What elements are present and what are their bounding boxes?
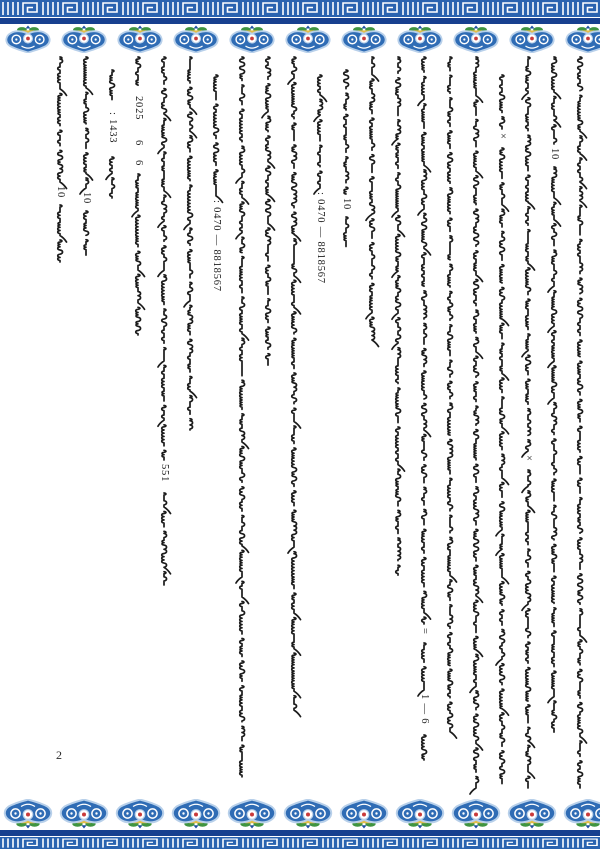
script-column (288, 57, 301, 717)
script-column (184, 57, 197, 430)
cloud-ornament-row-bottom (0, 799, 600, 829)
numeric-token: 10 (54, 186, 66, 199)
script-column (262, 57, 275, 365)
page-number: 2 (56, 748, 62, 762)
script-column (366, 57, 379, 347)
script-column (236, 57, 249, 777)
numeric-token: 6 (132, 140, 144, 147)
numeric-token: 10 (80, 192, 92, 205)
numeric-token: 10 (548, 148, 560, 161)
script-column (158, 57, 171, 585)
script-column (448, 57, 457, 738)
numeric-token: × (496, 133, 508, 140)
script-column (214, 75, 223, 202)
navy-band-bottom (0, 829, 600, 837)
numeric-token: 551 (158, 464, 170, 483)
numeric-token: 10 (340, 198, 352, 211)
bottom-border (0, 799, 600, 849)
script-column (578, 57, 587, 788)
script-column (80, 57, 93, 255)
numeric-token: 6 (132, 160, 144, 167)
numeric-token: : 1433 (106, 112, 118, 144)
numeric-token: : 0470 — 8818567 (314, 192, 326, 284)
script-column (496, 75, 509, 784)
numeric-token: × (522, 455, 534, 462)
script-column (418, 57, 431, 760)
script-column (344, 70, 349, 246)
greek-key-pattern-bottom (0, 837, 600, 849)
numeric-token: : 0470 — 8818567 (210, 200, 222, 292)
script-column (522, 57, 535, 788)
numeric-token: 2025 (132, 96, 144, 121)
script-column (58, 57, 67, 262)
numeric-token: 1 — 6 (418, 694, 430, 725)
numeric-token: = (418, 628, 430, 635)
script-column (314, 75, 327, 194)
script-column (392, 57, 405, 575)
script-column (470, 57, 483, 794)
